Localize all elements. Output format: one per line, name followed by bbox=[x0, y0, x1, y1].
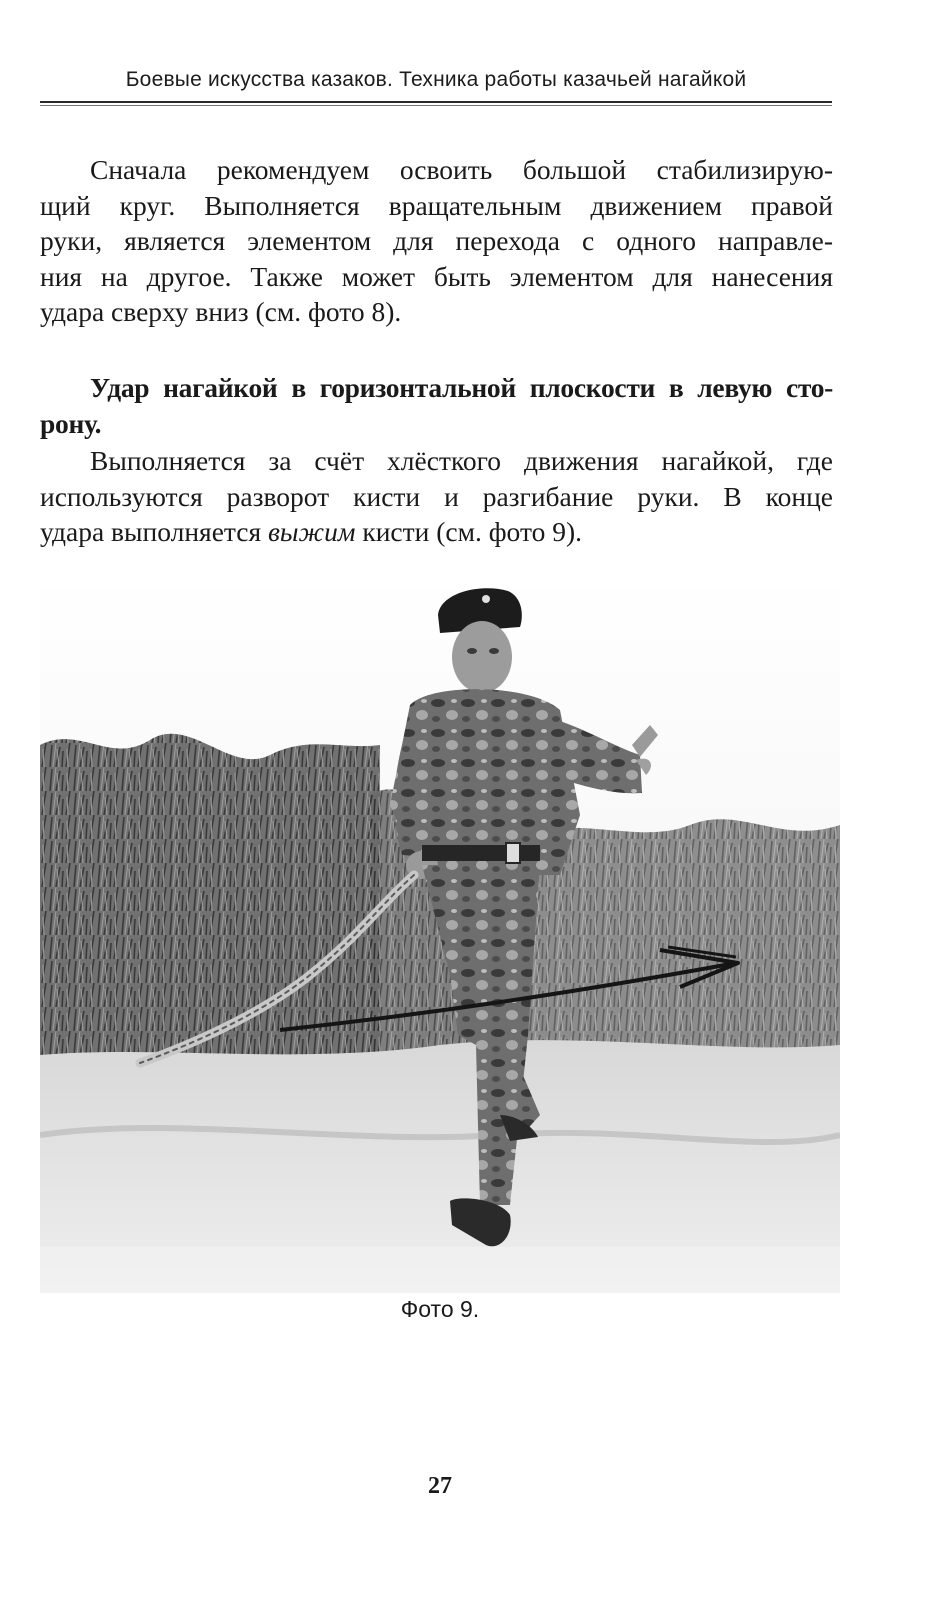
heading-line: Удар нагайкой в горизонтальной плоскости в левую сто- bbox=[90, 372, 833, 403]
photo-caption: Фото 9. bbox=[400, 1296, 480, 1322]
section-heading bbox=[40, 370, 833, 441]
emphasized-term: выжим bbox=[268, 516, 356, 547]
paragraph-line: Сначала рекомендуем освоить большой стабилизирую- bbox=[90, 154, 833, 185]
paragraph-line: Выполняется за счёт хлёсткого движения нагайкой, где bbox=[90, 445, 833, 476]
paragraph-line: удара сверху вниз (см. фото 8). bbox=[40, 296, 402, 327]
paragraph-description bbox=[40, 443, 833, 550]
paragraph-line: используются разворот кисти и разгибание руки. В конце bbox=[40, 480, 833, 512]
photo-9 bbox=[40, 575, 840, 1293]
photo-illustration bbox=[40, 575, 840, 1293]
paragraph-line: ния на другое. Также может быть элементом для нанесения bbox=[40, 260, 833, 292]
paragraph-line: руки, является элементом для перехода с одного направле- bbox=[40, 225, 833, 256]
header-rule bbox=[40, 101, 832, 103]
paragraph-intro bbox=[40, 152, 833, 330]
text-run: удара выполняется bbox=[40, 516, 268, 547]
text-run: кисти (см. фото 9). bbox=[355, 516, 583, 547]
heading-line: рону. bbox=[40, 407, 102, 439]
paragraph-line bbox=[40, 514, 833, 550]
paragraph-line: щий круг. Выполняется вращательным движением правой bbox=[40, 189, 833, 221]
page-number: 27 bbox=[428, 1473, 452, 1499]
running-header: Боевые искусства казаков. Техника работы казачьей нагайкой bbox=[125, 68, 747, 91]
